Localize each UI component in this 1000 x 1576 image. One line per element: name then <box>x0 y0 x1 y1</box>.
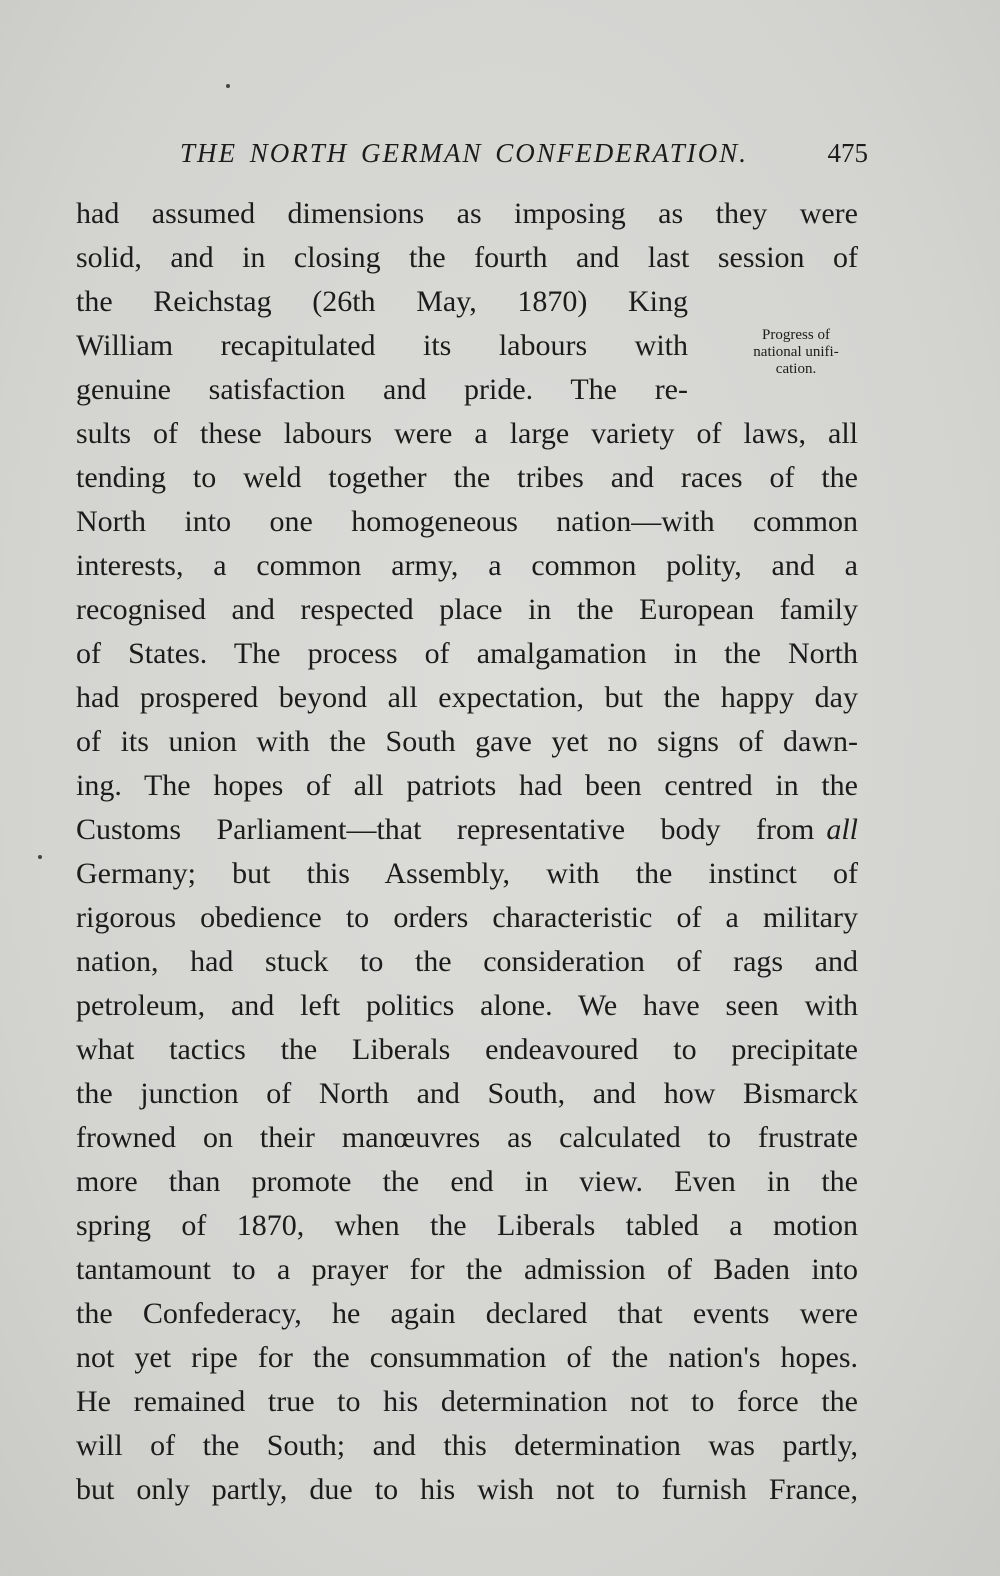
text-line-part: Customs Parliament—that representative body from <box>76 813 815 846</box>
text-line: the Confederacy, he again declared that events were <box>76 1297 858 1330</box>
text-line: interests, a common army, a common polity, and a <box>76 549 858 582</box>
text-line: had assumed dimensions as imposing as they were <box>76 197 858 230</box>
text-line: will of the South; and this determination was partly, <box>76 1429 858 1462</box>
italic-word: all <box>826 813 858 846</box>
margin-note <box>720 327 872 378</box>
text-line: rigorous obedience to orders characteristic of a military <box>76 901 858 934</box>
text-line: tantamount to a prayer for the admission of Baden into <box>76 1253 858 1286</box>
text-line: North into one homogeneous nation—with common <box>76 505 858 538</box>
running-title: THE NORTH GERMAN CONFEDERATION. <box>180 138 748 168</box>
text-line: sults of these labours were a large variety of laws, all <box>76 417 858 450</box>
text-line: nation, had stuck to the consideration of rags and <box>76 945 858 978</box>
text-line: but only partly, due to his wish not to furnish France, <box>76 1473 858 1506</box>
text-line: frowned on their manœuvres as calculated to frustrate <box>76 1121 858 1154</box>
text-line: petroleum, and left politics alone. We have seen with <box>76 989 858 1022</box>
page-number: 475 <box>827 138 868 168</box>
margin-note-line: cation. <box>775 361 817 377</box>
text-line: tending to weld together the tribes and races of the <box>76 461 858 494</box>
text-line: more than promote the end in view. Even in the <box>76 1165 858 1198</box>
text-line: had prospered beyond all expectation, but the happy day <box>76 681 858 714</box>
text-line: the junction of North and South, and how Bismarck <box>76 1077 858 1110</box>
text-line: spring of 1870, when the Liberals tabled a motion <box>76 1209 858 1242</box>
page-header <box>180 138 868 178</box>
text-line: what tactics the Liberals endeavoured to precipitate <box>76 1033 858 1066</box>
text-line: recognised and respected place in the European family <box>76 593 858 626</box>
text-line: of States. The process of amalgamation in the North <box>76 637 858 670</box>
text-line: not yet ripe for the consummation of the nation's hopes. <box>76 1341 858 1374</box>
text-line: solid, and in closing the fourth and last session of <box>76 241 858 274</box>
text-line-with-italic <box>76 812 858 848</box>
text-line: the Reichstag (26th May, 1870) King <box>76 285 688 318</box>
text-line: ing. The hopes of all patriots had been centred in the <box>76 769 858 802</box>
text-line: of its union with the South gave yet no signs of dawn- <box>76 725 858 758</box>
text-line: William recapitulated its labours with <box>76 329 688 362</box>
text-line: He remained true to his determination not to force the <box>76 1385 858 1418</box>
text-line: Germany; but this Assembly, with the instinct of <box>76 857 858 890</box>
text-line: genuine satisfaction and pride. The re- <box>76 373 688 406</box>
paper-speck <box>226 84 230 88</box>
margin-note-line: Progress of <box>762 327 830 343</box>
paper-speck <box>38 855 42 859</box>
margin-note-line: national unifi- <box>753 344 839 360</box>
